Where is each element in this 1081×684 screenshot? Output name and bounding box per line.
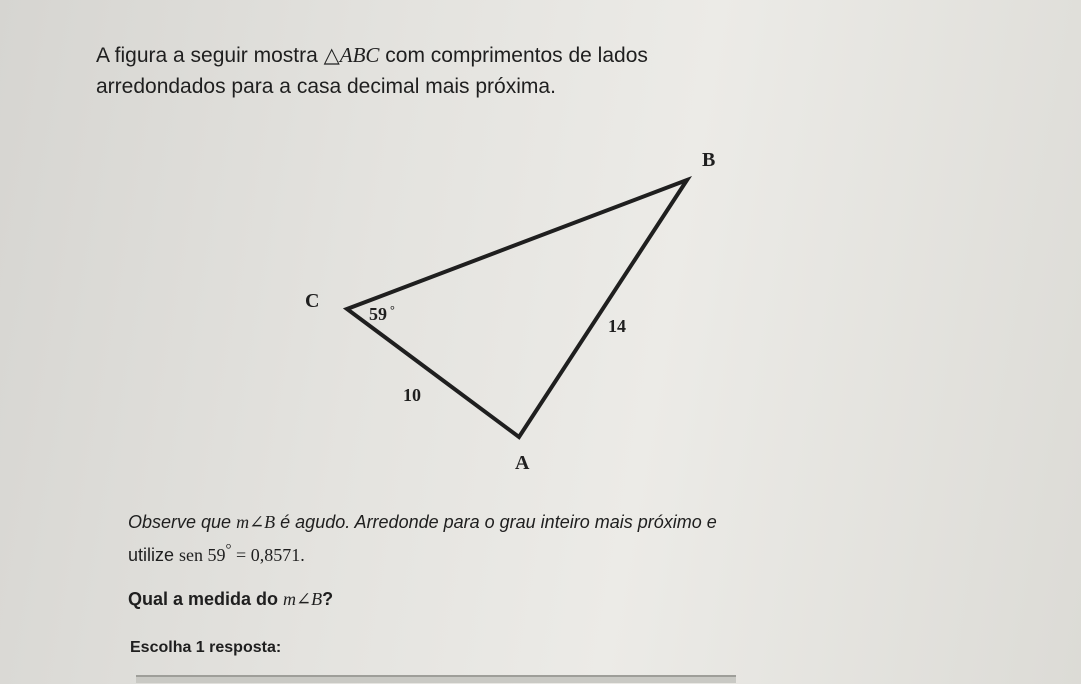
side-ca-label: 10 [403, 385, 421, 405]
observation-text [128, 508, 888, 569]
observe-angle-b: B [264, 512, 276, 532]
vertex-a-label: A [515, 452, 530, 474]
side-ab-label: 14 [608, 316, 626, 336]
observe-prefix: Observe que [128, 512, 237, 532]
question-angle-b: B [311, 589, 323, 609]
observe-measure-m: m [236, 512, 250, 532]
equals-sign: = [231, 545, 251, 565]
sen-degree: ° [225, 542, 232, 558]
triangle-name: ABC [339, 43, 380, 67]
sen-result: 0,8571 [250, 545, 301, 565]
observe-angle-symbol: ∠ [249, 512, 265, 532]
intro-text-start: A figura a seguir mostra [96, 44, 324, 67]
triangle-abc [347, 180, 687, 437]
choose-answer-label: Escolha 1 resposta: [130, 639, 282, 656]
vertex-b-label: B [702, 149, 716, 171]
angle-c-value: 59 [369, 304, 387, 324]
observe-line2-prefix: utilize [128, 545, 180, 565]
intro-text-line2: arredondados para a casa decimal mais próxima. [96, 75, 556, 98]
sen-angle: 59 [203, 545, 226, 565]
sen-word: sen [179, 545, 204, 565]
triangle-symbol: △ [323, 43, 340, 67]
question-measure-m: m [283, 589, 297, 609]
observe-period: . [300, 545, 305, 565]
vertex-c-label: C [305, 290, 320, 312]
answer-options-area[interactable] [136, 675, 736, 683]
question-suffix: ? [322, 589, 334, 609]
observe-middle: é agudo. Arredonde para o grau inteiro mais próximo e [275, 512, 717, 532]
angle-c-degree: ° [390, 303, 395, 317]
question-angle-symbol: ∠ [296, 589, 312, 609]
question-text [128, 589, 333, 610]
intro-text-end: com comprimentos de lados [379, 44, 648, 67]
question-prefix: Qual a medida do [128, 589, 284, 609]
angle-c-label [369, 303, 395, 324]
